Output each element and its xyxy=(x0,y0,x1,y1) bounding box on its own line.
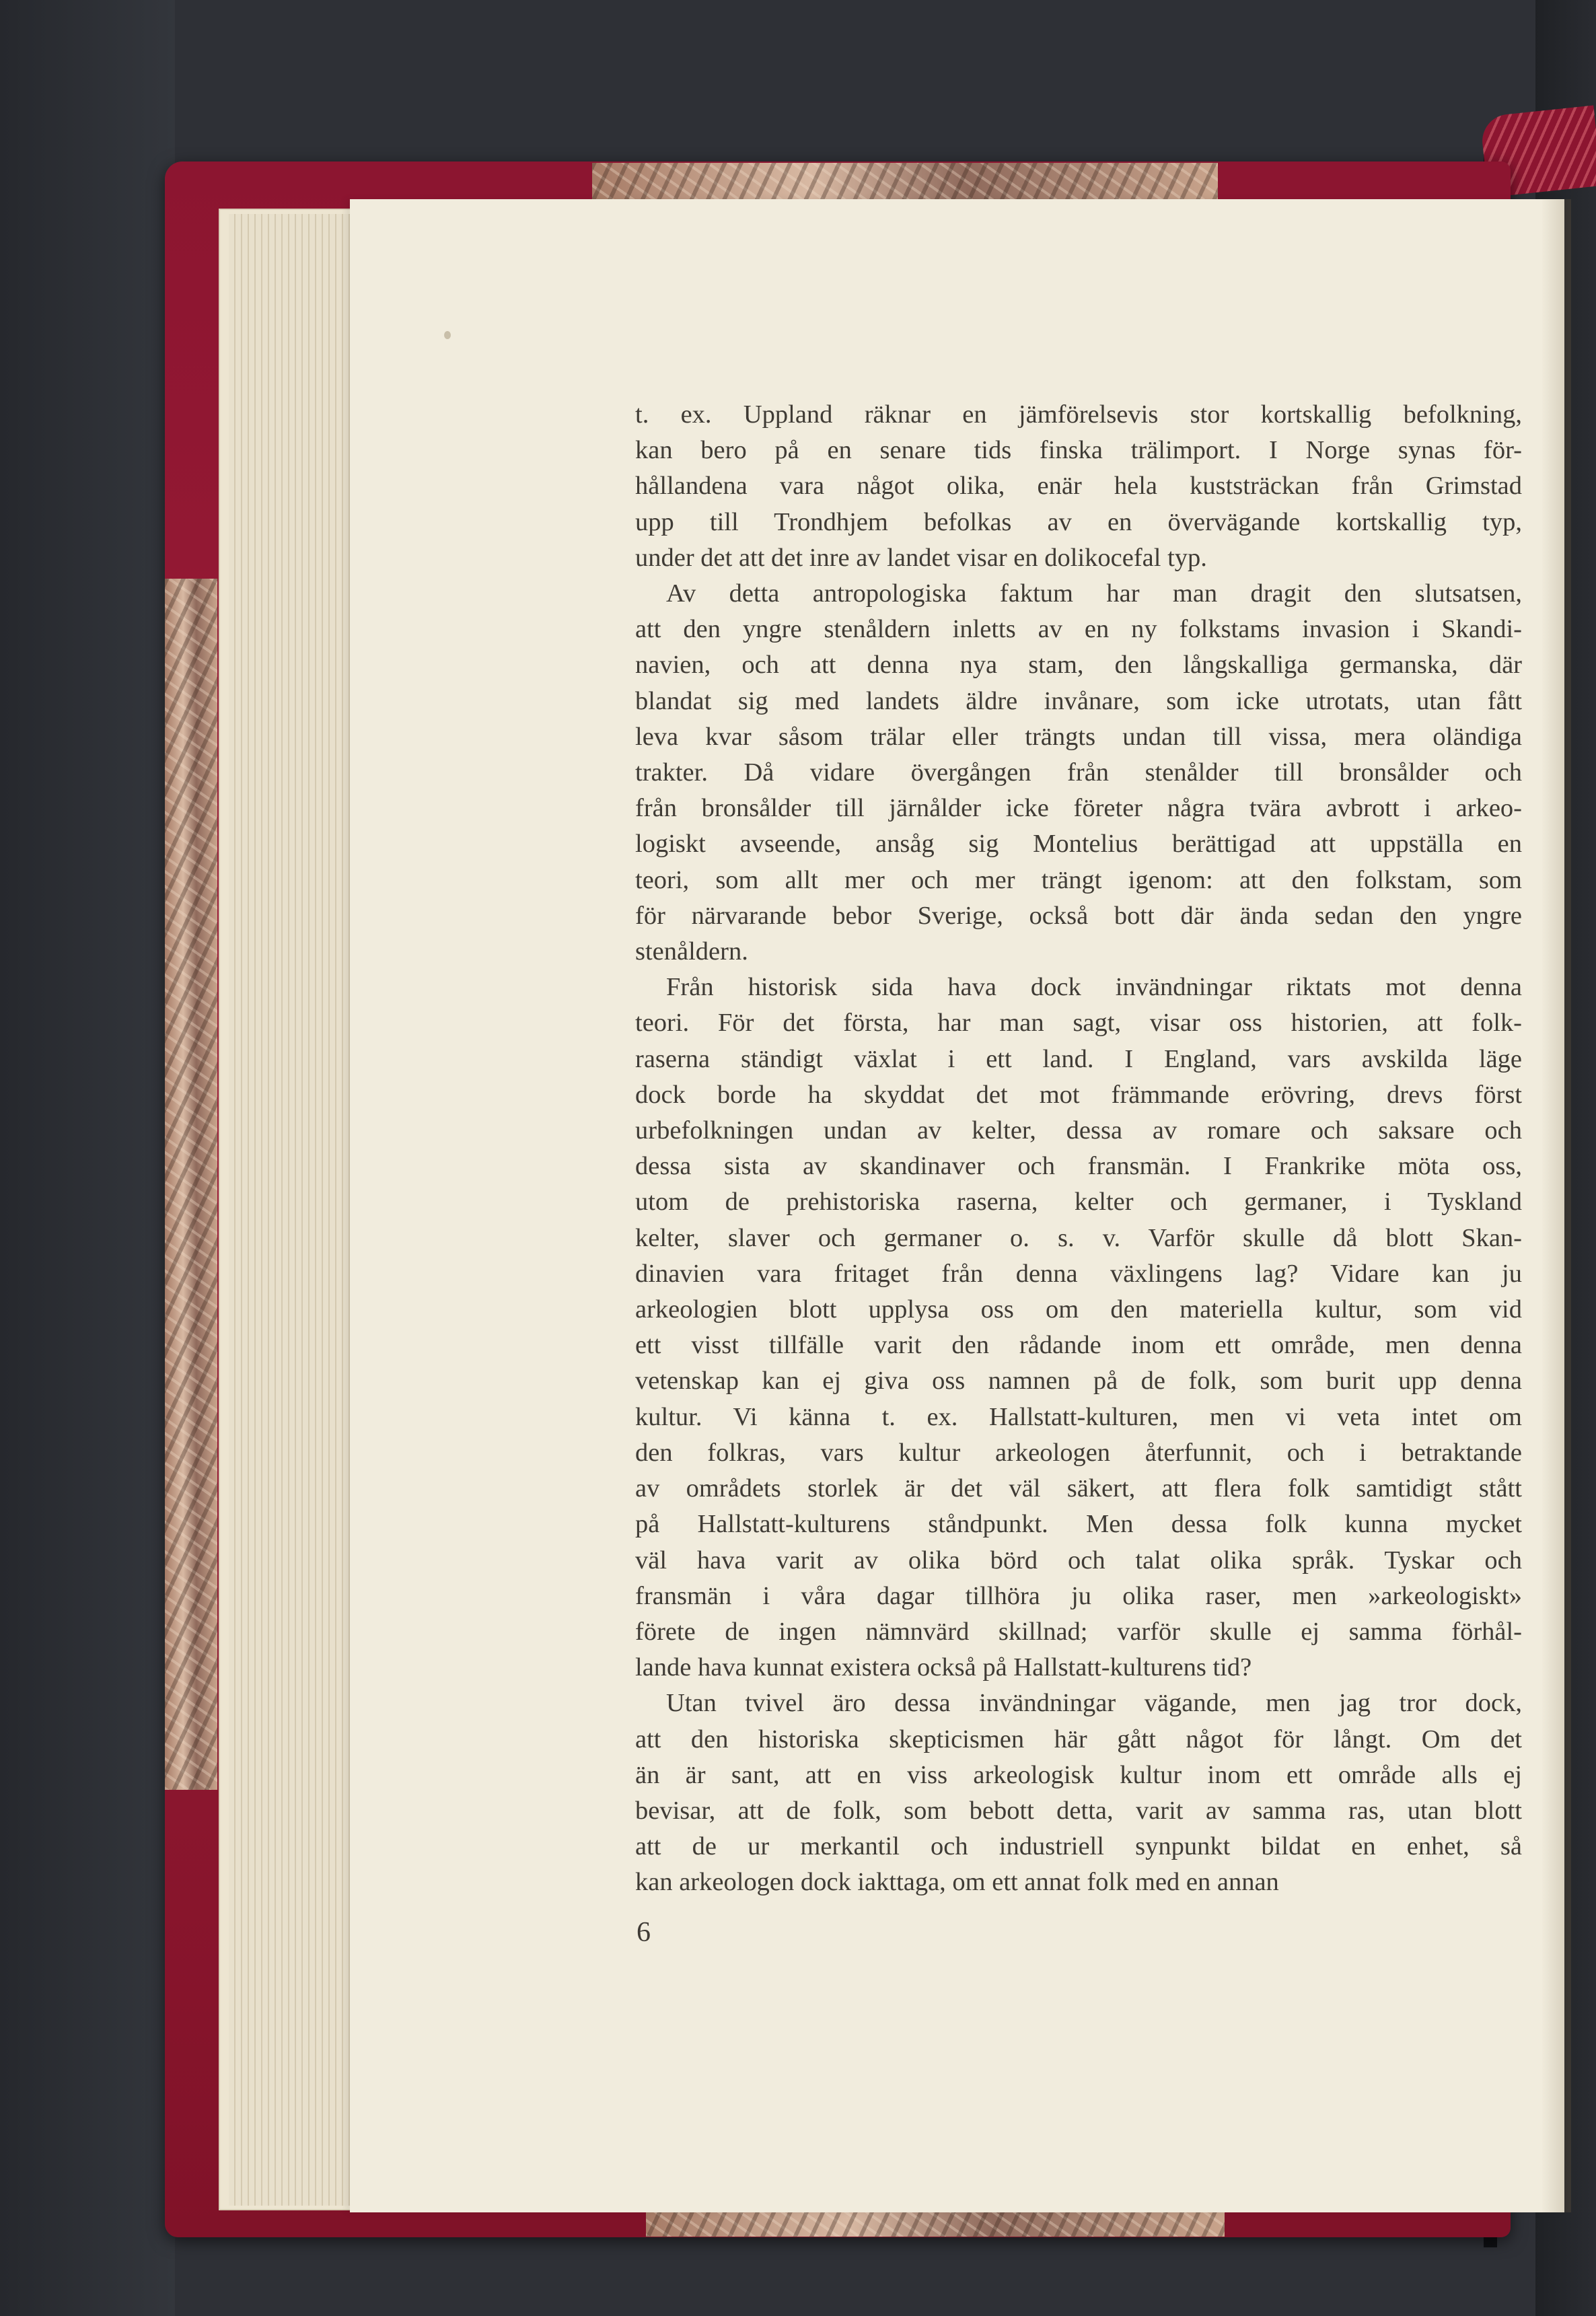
text-line: logiskt avseende, ansåg sig Montelius berättigad att uppställa en xyxy=(635,830,1522,859)
text-line: t. ex. Uppland räknar en jämförelsevis stor kortskallig befolkning, xyxy=(635,400,1522,429)
text-line: stenåldern. xyxy=(635,937,748,966)
paragraph xyxy=(635,397,1522,576)
text-line: teori. För det första, har man sagt, visar oss historien, att folk- xyxy=(635,1009,1522,1038)
text-line: hållandena vara något olika, enär hela kuststräckan från Grimstad xyxy=(635,472,1522,501)
page-edge-lines xyxy=(229,214,363,2206)
text-line: leva kvar såsom trälar eller trängts undan till vissa, mera oländiga xyxy=(635,722,1522,751)
paragraph xyxy=(635,1686,1522,1900)
text-line: kultur. Vi känna t. ex. Hallstatt-kulturen, men vi veta intet om xyxy=(635,1402,1522,1431)
text-line: upp till Trondhjem befolkas av en övervägande kortskallig typ, xyxy=(635,507,1522,536)
text-line: kan bero på en senare tids finska trälimport. I Norge synas för- xyxy=(635,436,1522,465)
text-line: av områdets storlek är det väl säkert, att flera folk samtidigt stått xyxy=(635,1474,1522,1503)
background-left xyxy=(0,0,175,2316)
marbled-paper-left xyxy=(165,579,217,1790)
text-line: lande hava kunnat existera också på Hallstatt-kulturens tid? xyxy=(635,1653,1252,1682)
paper-blemish xyxy=(444,331,451,339)
text-line: urbefolkningen undan av kelter, dessa av romare och saksare och xyxy=(635,1116,1522,1145)
text-line: den folkras, vars kultur arkeologen återfunnit, och i betraktande xyxy=(635,1438,1522,1467)
text-line: fransmän i våra dagar tillhöra ju olika raser, men »arkeologiskt» xyxy=(635,1581,1522,1610)
text-line: kelter, slaver och germaner o. s. v. Varför skulle då blott Skan- xyxy=(635,1223,1522,1252)
text-line: arkeologien blott upplysa oss om den materiella kultur, som vid xyxy=(635,1295,1522,1324)
text-line: vetenskap kan ej giva oss namnen på de folk, som burit upp denna xyxy=(635,1367,1522,1396)
text-line: förete de ingen nämnvärd skillnad; varför skulle ej samma förhål- xyxy=(635,1617,1522,1646)
marbled-paper-top xyxy=(592,163,1218,202)
text-line: för närvarande bebor Sverige, också bott där ända sedan den yngre xyxy=(635,901,1522,930)
text-line: raserna ständigt växlat i ett land. I England, vars avskilda läge xyxy=(635,1044,1522,1073)
page-number: 6 xyxy=(637,1917,651,1948)
page-gutter-shadow xyxy=(1541,199,1571,2212)
text-line: trakter. Då vidare övergången från stenålder till bronsålder och xyxy=(635,758,1522,787)
text-line: under det att det inre av landet visar en dolikocefal typ. xyxy=(635,543,1207,572)
text-line: att den historiska skepticismen här gått något för långt. Om det xyxy=(635,1725,1522,1753)
text-line: att den yngre stenåldern inletts av en ny folkstams invasion i Skandi- xyxy=(635,615,1522,644)
text-line: ett visst tillfälle varit den rådande inom ett område, men denna xyxy=(635,1331,1522,1360)
text-line: dessa sista av skandinaver och fransmän. I Frankrike möta oss, xyxy=(635,1152,1522,1181)
text-line: kan arkeologen dock iakttaga, om ett annat folk med en annan xyxy=(635,1868,1279,1897)
text-line: på Hallstatt-kulturens ståndpunkt. Men dessa folk kunna mycket xyxy=(635,1510,1522,1539)
paragraph xyxy=(635,576,1522,970)
text-line: att de ur merkantil och industriell synpunkt bildat en enhet, så xyxy=(635,1832,1522,1861)
text-line: dock borde ha skyddat det mot främmande erövring, drevs först xyxy=(635,1080,1522,1109)
text-line: teori, som allt mer och mer trängt igenom: att den folkstam, som xyxy=(635,865,1522,894)
text-line: Från historisk sida hava dock invändningar riktats mot denna xyxy=(666,973,1522,1002)
text-line: Utan tvivel äro dessa invändningar vägande, men jag tror dock, xyxy=(666,1689,1522,1718)
text-line: utom de prehistoriska raserna, kelter och germaner, i Tyskland xyxy=(635,1188,1522,1217)
text-line: Av detta antropologiska faktum har man dragit den slutsatsen, xyxy=(666,579,1522,608)
text-line: dinavien vara fritaget från denna växlingens lag? Vidare kan ju xyxy=(635,1259,1522,1288)
text-line: väl hava varit av olika börd och talat olika språk. Tyskar och xyxy=(635,1546,1522,1575)
text-line: än är sant, att en viss arkeologisk kultur inom ett område alls ej xyxy=(635,1760,1522,1789)
text-line: blandat sig med landets äldre invånare, som icke utrotats, utan fått xyxy=(635,686,1522,715)
paragraph xyxy=(635,970,1522,1686)
body-text xyxy=(635,397,1522,1901)
text-line: bevisar, att de folk, som bebott detta, varit av samma ras, utan blott xyxy=(635,1796,1522,1825)
text-line: från bronsålder till järnålder icke företer några tvära avbrott i arkeo- xyxy=(635,794,1522,823)
text-line: navien, och att denna nya stam, den långskalliga germanska, där xyxy=(635,651,1522,680)
